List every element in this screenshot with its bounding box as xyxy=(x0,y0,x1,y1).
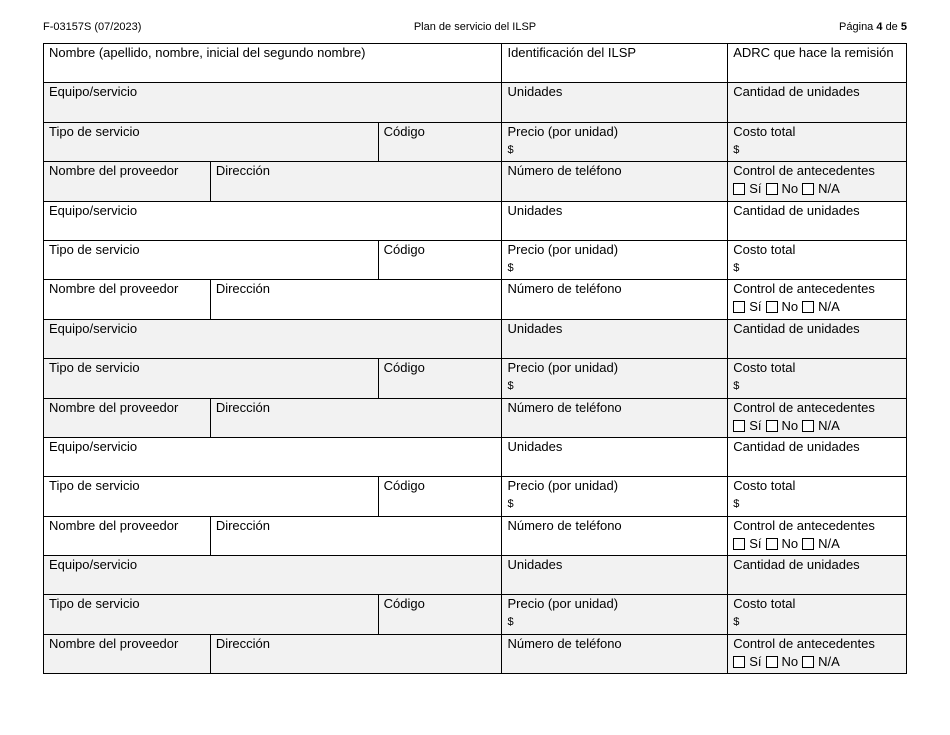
form-id: F-03157S (07/2023) xyxy=(43,21,142,33)
equipment-field[interactable] xyxy=(44,320,502,359)
price-label: Precio (por unidad) xyxy=(507,360,619,376)
yes-checkbox[interactable] xyxy=(733,420,745,432)
total-cost-label: Costo total xyxy=(733,596,796,612)
page-total: 5 xyxy=(900,21,907,33)
unit-quantity-label: Cantidad de unidades xyxy=(733,84,860,100)
equipment-label: Equipo/servicio xyxy=(49,202,138,218)
phone-field[interactable] xyxy=(502,399,728,438)
unit-quantity-field[interactable] xyxy=(728,438,907,477)
participant-name-label: Nombre (apellido, nombre, inicial del segundo nombre) xyxy=(49,45,366,60)
service-type-field[interactable] xyxy=(44,123,379,162)
provider-name-label: Nombre del proveedor xyxy=(49,399,179,415)
unit-quantity-field[interactable] xyxy=(728,83,907,122)
equipment-field[interactable] xyxy=(44,438,502,477)
price-field[interactable] xyxy=(502,595,728,634)
equipment-field[interactable] xyxy=(44,83,502,122)
background-check-options xyxy=(733,536,844,552)
total-cost-field[interactable] xyxy=(728,359,907,398)
code-label: Código xyxy=(383,241,425,257)
background-check-field xyxy=(728,399,907,438)
currency-symbol: $ xyxy=(507,380,514,393)
na-checkbox[interactable] xyxy=(802,183,814,195)
units-label: Unidades xyxy=(507,438,563,454)
ilsp-id-field[interactable] xyxy=(502,44,728,83)
provider-name-label: Nombre del proveedor xyxy=(49,635,179,651)
equipment-row xyxy=(44,83,907,122)
yes-checkbox[interactable] xyxy=(733,656,745,668)
service-type-label: Tipo de servicio xyxy=(49,241,140,257)
unit-quantity-label: Cantidad de unidades xyxy=(733,202,860,218)
phone-label: Número de teléfono xyxy=(507,163,622,179)
equipment-field[interactable] xyxy=(44,556,502,595)
na-checkbox[interactable] xyxy=(802,420,814,432)
service-type-row xyxy=(44,359,907,398)
na-checkbox[interactable] xyxy=(802,301,814,313)
total-cost-label: Costo total xyxy=(733,360,796,376)
total-cost-label: Costo total xyxy=(733,241,796,257)
provider-name-label: Nombre del proveedor xyxy=(49,517,179,533)
yes-label: Sí xyxy=(749,181,762,197)
phone-label: Número de teléfono xyxy=(507,281,622,297)
service-type-label: Tipo de servicio xyxy=(49,123,140,139)
units-field[interactable] xyxy=(502,202,728,241)
phone-field[interactable] xyxy=(502,162,728,201)
price-label: Precio (por unidad) xyxy=(507,241,619,257)
provider-name-field[interactable] xyxy=(44,280,211,319)
provider-name-label: Nombre del proveedor xyxy=(49,281,179,297)
background-check-options xyxy=(733,181,844,197)
phone-field[interactable] xyxy=(502,635,728,674)
phone-label: Número de teléfono xyxy=(507,517,622,533)
total-cost-field[interactable] xyxy=(728,477,907,516)
units-label: Unidades xyxy=(507,84,563,100)
page-prefix: Página xyxy=(839,21,874,33)
units-field[interactable] xyxy=(502,556,728,595)
units-label: Unidades xyxy=(507,557,563,573)
provider-row xyxy=(44,162,907,201)
service-type-label: Tipo de servicio xyxy=(49,360,140,376)
address-label: Dirección xyxy=(215,517,270,533)
price-field[interactable] xyxy=(502,359,728,398)
code-field[interactable] xyxy=(379,241,503,280)
provider-name-field[interactable] xyxy=(44,162,211,201)
no-checkbox[interactable] xyxy=(766,183,778,195)
equipment-row xyxy=(44,438,907,477)
service-type-row xyxy=(44,595,907,634)
form-title: Plan de servicio del ILSP xyxy=(413,21,537,33)
equipment-row xyxy=(44,556,907,595)
service-type-label: Tipo de servicio xyxy=(49,596,140,612)
total-cost-label: Costo total xyxy=(733,478,796,494)
page-header xyxy=(43,20,907,34)
address-field[interactable] xyxy=(211,399,503,438)
address-field[interactable] xyxy=(211,162,503,201)
yes-checkbox[interactable] xyxy=(733,183,745,195)
na-label: N/A xyxy=(818,299,840,315)
service-type-row xyxy=(44,477,907,516)
address-label: Dirección xyxy=(215,399,270,415)
currency-symbol: $ xyxy=(733,616,740,629)
address-field[interactable] xyxy=(211,635,503,674)
participant-name-field[interactable] xyxy=(44,44,502,83)
currency-symbol: $ xyxy=(507,261,514,274)
service-type-field[interactable] xyxy=(44,359,379,398)
background-check-field xyxy=(728,162,907,201)
price-field[interactable] xyxy=(502,477,728,516)
phone-field[interactable] xyxy=(502,280,728,319)
units-label: Unidades xyxy=(507,202,563,218)
price-label: Precio (por unidad) xyxy=(507,596,619,612)
background-check-field xyxy=(728,635,907,674)
code-field[interactable] xyxy=(379,359,503,398)
code-field[interactable] xyxy=(379,595,503,634)
code-label: Código xyxy=(383,596,425,612)
unit-quantity-field[interactable] xyxy=(728,320,907,359)
code-label: Código xyxy=(383,478,425,494)
address-label: Dirección xyxy=(215,635,270,651)
yes-checkbox[interactable] xyxy=(733,301,745,313)
na-label: N/A xyxy=(818,653,840,669)
background-check-options xyxy=(733,654,844,670)
na-checkbox[interactable] xyxy=(802,656,814,668)
phone-label: Número de teléfono xyxy=(507,399,622,415)
units-label: Unidades xyxy=(507,320,563,336)
na-label: N/A xyxy=(818,535,840,551)
equipment-label: Equipo/servicio xyxy=(49,84,138,100)
provider-row xyxy=(44,399,907,438)
phone-label: Número de teléfono xyxy=(507,635,622,651)
unit-quantity-label: Cantidad de unidades xyxy=(733,438,860,454)
service-type-field[interactable] xyxy=(44,241,379,280)
na-label: N/A xyxy=(818,181,840,197)
background-check-options xyxy=(733,299,844,315)
units-field[interactable] xyxy=(502,83,728,122)
page-current: 4 xyxy=(876,21,883,33)
total-cost-field[interactable] xyxy=(728,123,907,162)
currency-symbol: $ xyxy=(733,380,740,393)
no-label: No xyxy=(781,299,799,315)
equipment-row xyxy=(44,320,907,359)
background-check-label: Control de antecedentes xyxy=(733,399,875,415)
address-label: Dirección xyxy=(215,163,270,179)
total-cost-field[interactable] xyxy=(728,241,907,280)
provider-name-field[interactable] xyxy=(44,399,211,438)
yes-label: Sí xyxy=(749,535,762,551)
service-plan-form xyxy=(43,43,907,674)
background-check-label: Control de antecedentes xyxy=(733,281,875,297)
currency-symbol: $ xyxy=(507,143,514,156)
phone-field[interactable] xyxy=(502,517,728,556)
code-field[interactable] xyxy=(379,477,503,516)
no-checkbox[interactable] xyxy=(766,420,778,432)
na-label: N/A xyxy=(818,417,840,433)
provider-row xyxy=(44,280,907,319)
background-check-label: Control de antecedentes xyxy=(733,635,875,651)
unit-quantity-field[interactable] xyxy=(728,202,907,241)
service-type-row xyxy=(44,123,907,162)
yes-label: Sí xyxy=(749,417,762,433)
provider-name-field[interactable] xyxy=(44,635,211,674)
currency-symbol: $ xyxy=(733,498,740,511)
no-label: No xyxy=(781,417,799,433)
page-number xyxy=(839,20,907,34)
background-check-field xyxy=(728,517,907,556)
units-field[interactable] xyxy=(502,320,728,359)
adrc-label: ADRC que hace la remisión xyxy=(733,45,894,60)
currency-symbol: $ xyxy=(733,143,740,156)
yes-label: Sí xyxy=(749,299,762,315)
code-label: Código xyxy=(383,123,425,139)
address-field[interactable] xyxy=(211,517,503,556)
no-checkbox[interactable] xyxy=(766,538,778,550)
page-of: de xyxy=(885,21,898,33)
unit-quantity-field[interactable] xyxy=(728,556,907,595)
background-check-label: Control de antecedentes xyxy=(733,517,875,533)
currency-symbol: $ xyxy=(507,498,514,511)
code-field[interactable] xyxy=(379,123,503,162)
unit-quantity-label: Cantidad de unidades xyxy=(733,320,860,336)
currency-symbol: $ xyxy=(733,261,740,274)
equipment-label: Equipo/servicio xyxy=(49,320,138,336)
no-label: No xyxy=(781,653,799,669)
price-field[interactable] xyxy=(502,241,728,280)
service-type-row xyxy=(44,241,907,280)
background-check-options xyxy=(733,418,844,434)
adrc-field[interactable] xyxy=(728,44,907,83)
yes-label: Sí xyxy=(749,653,762,669)
service-type-field[interactable] xyxy=(44,477,379,516)
equipment-field[interactable] xyxy=(44,202,502,241)
participant-row xyxy=(44,44,907,83)
address-label: Dirección xyxy=(215,281,270,297)
no-label: No xyxy=(781,181,799,197)
currency-symbol: $ xyxy=(507,616,514,629)
no-label: No xyxy=(781,535,799,551)
provider-name-field[interactable] xyxy=(44,517,211,556)
provider-row xyxy=(44,635,907,674)
yes-checkbox[interactable] xyxy=(733,538,745,550)
equipment-label: Equipo/servicio xyxy=(49,438,138,454)
total-cost-field[interactable] xyxy=(728,595,907,634)
service-type-field[interactable] xyxy=(44,595,379,634)
ilsp-id-label: Identificación del ILSP xyxy=(507,45,637,60)
address-field[interactable] xyxy=(211,280,503,319)
service-type-label: Tipo de servicio xyxy=(49,478,140,494)
unit-quantity-label: Cantidad de unidades xyxy=(733,557,860,573)
background-check-field xyxy=(728,280,907,319)
na-checkbox[interactable] xyxy=(802,538,814,550)
equipment-label: Equipo/servicio xyxy=(49,557,138,573)
no-checkbox[interactable] xyxy=(766,301,778,313)
price-field[interactable] xyxy=(502,123,728,162)
total-cost-label: Costo total xyxy=(733,123,796,139)
provider-row xyxy=(44,517,907,556)
price-label: Precio (por unidad) xyxy=(507,478,619,494)
provider-name-label: Nombre del proveedor xyxy=(49,163,179,179)
background-check-label: Control de antecedentes xyxy=(733,163,875,179)
code-label: Código xyxy=(383,360,425,376)
no-checkbox[interactable] xyxy=(766,656,778,668)
units-field[interactable] xyxy=(502,438,728,477)
equipment-row xyxy=(44,202,907,241)
price-label: Precio (por unidad) xyxy=(507,123,619,139)
